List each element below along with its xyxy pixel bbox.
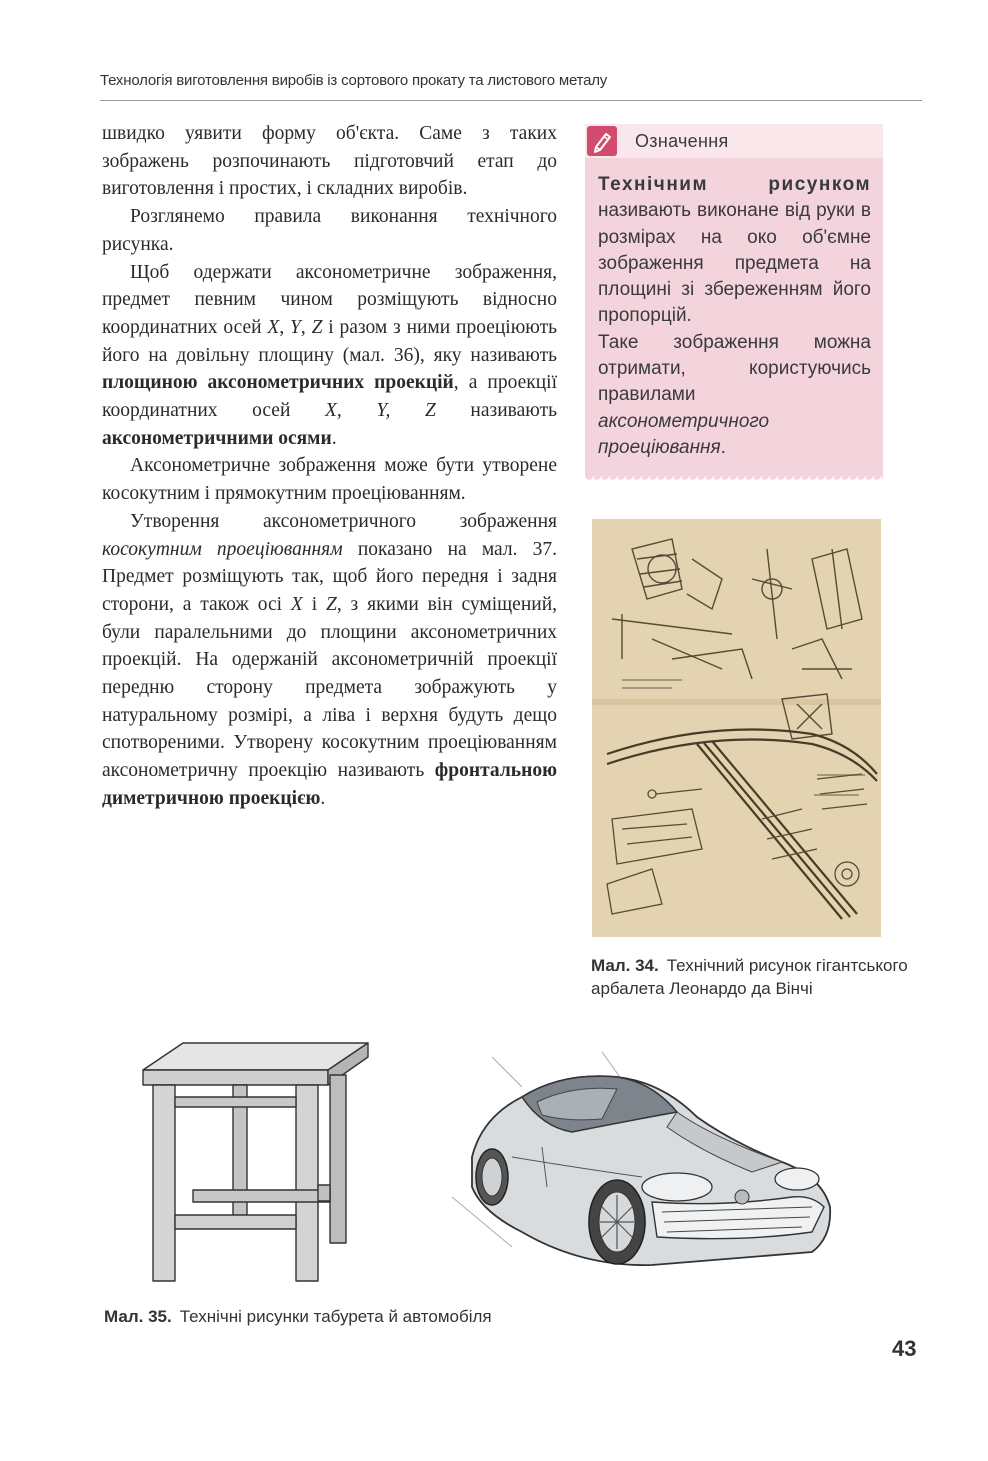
figure-35-label: Мал. 35. <box>104 1307 172 1326</box>
pencil-icon <box>587 126 617 156</box>
header-divider <box>100 100 922 101</box>
definition-box <box>585 124 883 476</box>
term-oblique-projection: косокутним проеціюванням <box>102 538 343 560</box>
axis-x-label: X <box>290 593 303 615</box>
stool-graphic <box>138 1035 370 1285</box>
axis-separator: , <box>279 316 291 338</box>
figure-34-text: Технічний рисунок гігантського арбалета Леонардо да Вінчі <box>591 956 908 998</box>
p3-text-d: називають <box>435 400 557 422</box>
p3-text-a: Щоб одержати аксонометричне зображення, предмет певним чином розміщують відносно координатних осей <box>102 261 557 338</box>
leonardo-crossbow-sketch <box>592 519 881 937</box>
term-axonometric-plane: площиною аксонометричних проекцій <box>102 372 454 394</box>
p5-text-c: , з якими він суміщений, були паралельними до площини аксонометричних проекцій. На одержаній аксонометричній проекції передню сторону предмета зображують у натуральному розмірі, а ліва і верхня будуть дещо спотвореними. Утворену косокутним проеціюванням аксонометричну проекцію називають <box>102 593 558 782</box>
definition-text-rest: називають виконане від руки в розмірах на око об'ємне зображення предмета на площині зі збереженням його пропорцій. <box>598 200 871 327</box>
page-number: 43 <box>892 1336 917 1361</box>
main-text-column <box>102 120 557 813</box>
term-frontal-dimetric: фронтальною диметричною проекцією <box>102 760 557 809</box>
paragraph-5 <box>102 508 557 813</box>
definition-body <box>598 172 871 461</box>
paragraph-1: швидко уявити форму об'єкта. Саме з таких зображень розпочинають підготовчий етап до виготовлення і простих, і складних виробів. <box>102 123 557 200</box>
paragraph-4: Аксонометричне зображення може бути утворене косокутним і прямокутним проеціюванням. <box>102 455 557 505</box>
p5-conjunction: і <box>302 593 326 615</box>
car-drawing <box>452 1047 840 1287</box>
definition-note-text: Таке зображення можна отримати, користуючись правилами <box>598 331 871 406</box>
axis-z-label: Z <box>325 593 337 615</box>
axis-z-label: Z <box>311 316 323 338</box>
p5-end: . <box>320 787 326 809</box>
running-header: Технологія виготовлення виробів із сортового прокату та листового металу <box>100 72 608 89</box>
definition-header <box>585 124 883 158</box>
figure-35-caption <box>104 1307 492 1327</box>
definition-note <box>598 330 871 461</box>
definition-text <box>598 172 871 330</box>
term-axonometric-axes: аксонометричними осями <box>102 427 332 449</box>
axis-separator: , <box>300 316 312 338</box>
paragraph-3 <box>102 259 557 453</box>
p5-text-a: Утворення аксонометричного зображення <box>130 510 557 532</box>
perforated-edge <box>585 476 883 484</box>
axis-y-label: Y <box>290 316 301 338</box>
paragraph-2: Розглянемо правила виконання технічного рисунка. <box>102 206 557 255</box>
definition-note-end: . <box>720 436 726 458</box>
axes-labels: X, Y, Z <box>325 400 436 422</box>
parchment-drawing <box>592 519 881 937</box>
p5-text-b: показано на мал. 37. Предмет розміщують так, щоб його передня і задня сторони, а також осі <box>102 538 557 615</box>
figure-35-text: Технічні рисунки табурета й автомобіля <box>179 1307 492 1326</box>
figure-34-caption <box>591 954 911 1000</box>
p3-end: . <box>331 427 337 449</box>
pencil-icon-graphic <box>587 126 617 156</box>
stool-drawing <box>138 1035 370 1285</box>
p3-text-c: , а проекції координатних осей <box>102 372 557 422</box>
car-graphic <box>452 1047 840 1287</box>
definition-title: Означення <box>635 131 729 151</box>
definition-term: Технічним рисунком <box>598 174 871 195</box>
definition-note-term: аксонометричного проеціювання <box>598 410 770 458</box>
axis-x-label: X <box>267 316 280 338</box>
figure-34-label: Мал. 34. <box>591 956 659 975</box>
p3-text-b: і разом з ними проеціюють його на довільну площину (мал. 36), яку називають <box>102 316 558 366</box>
